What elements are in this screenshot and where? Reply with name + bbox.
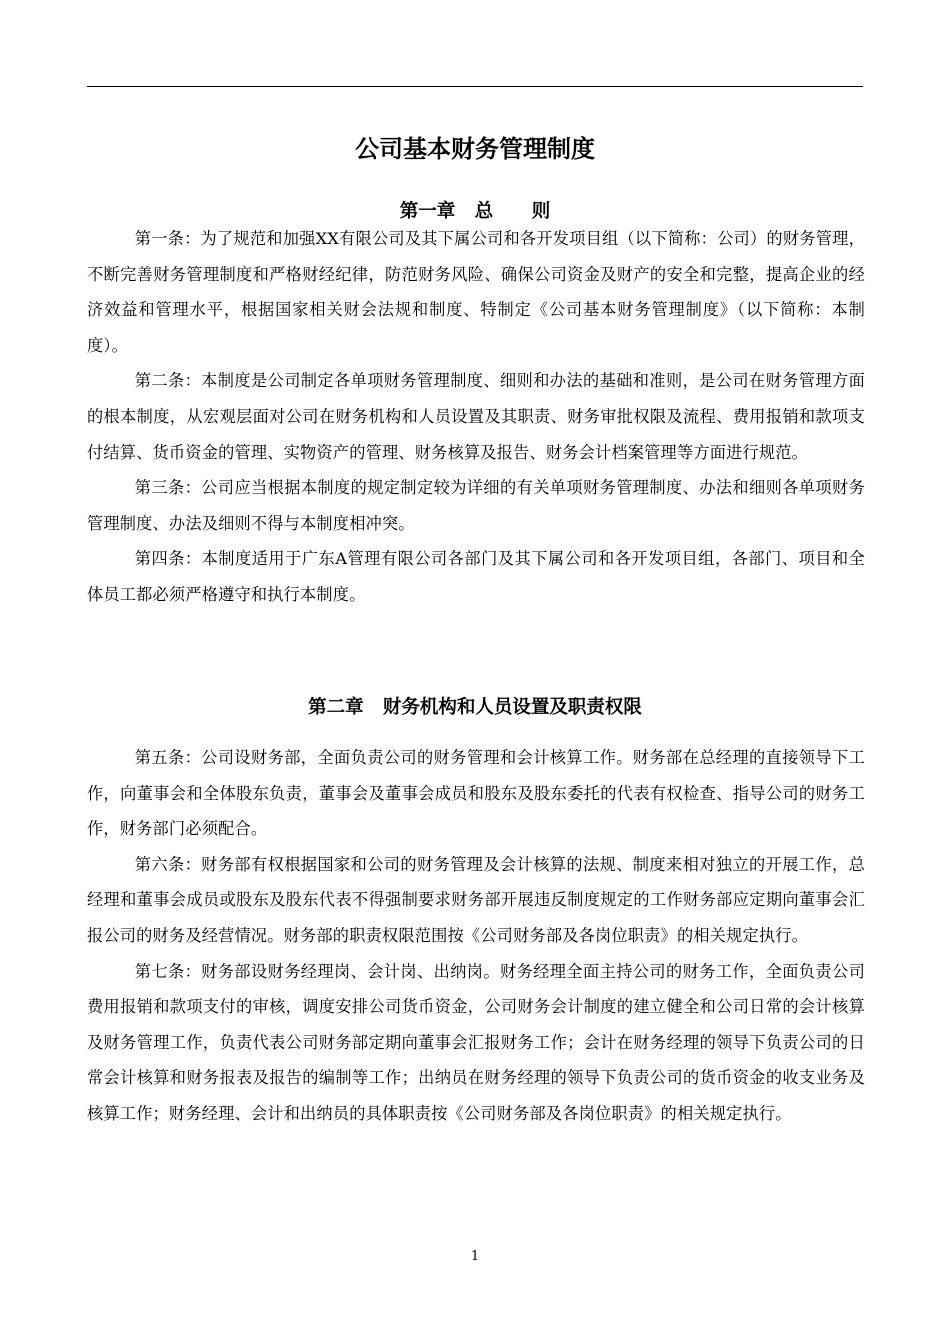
chapter-1-body: [87, 221, 865, 613]
chapter-2-body: [87, 740, 865, 1132]
chapter-2-heading: 第二章 财务机构和人员设置及职责权限: [308, 697, 642, 718]
article-7: 第七条：财务部设财务经理岗、会计岗、出纳岗。财务经理全面主持公司的财务工作，全面负责公司费用报销和款项支付的审核，调度安排公司货币资金，公司财务会计制度的建立健全和公司日常的会计核算及财务管理工作，负责代表公司财务部定期向董事会汇报财务工作；会计在财务经理的领导下负责公司的日常会计核算和财务报表及报告的编制等工作；出纳员在财务经理的领导下负责公司的货币资金的收支业务及核算工作；财务经理、会计和出纳员的具体职责按《公司财务部及各岗位职责》的相关规定执行。: [87, 961, 865, 1123]
header-rule: [87, 86, 863, 87]
document-title: 公司基本财务管理制度: [355, 135, 595, 163]
article-5: 第五条：公司设财务部，全面负责公司的财务管理和会计核算工作。财务部在总经理的直接领导下工作，向董事会和全体股东负责，董事会及董事会成员和股东及股东委托的代表有权检查、指导公司的财务工作，财务部门必须配合。: [87, 748, 865, 839]
chapter-1-heading: 第一章 总 则: [399, 201, 551, 222]
article-6: 第六条：财务部有权根据国家和公司的财务管理及会计核算的法规、制度来相对独立的开展工作，总经理和董事会成员或股东及股东代表不得强制要求财务部开展违反制度规定的工作财务部应定期向董事会汇报公司的财务及经营情况。财务部的职责权限范围按《公司财务部及各岗位职责》的相关规定执行。: [87, 854, 865, 945]
page-number: 1: [470, 1249, 480, 1264]
article-3: 第三条：公司应当根据本制度的规定制定较为详细的有关单项财务管理制度、办法和细则各单项财务管理制度、办法及细则不得与本制度相冲突。: [87, 478, 865, 533]
article-4: 第四条：本制度适用于广东A管理有限公司各部门及其下属公司和各开发项目组，各部门、项目和全体员工都必须严格遵守和执行本制度。: [87, 549, 865, 604]
article-1: 第一条：为了规范和加强XX有限公司及其下属公司和各开发项目组（以下简称：公司）的财务管理，不断完善财务管理制度和严格财经纪律，防范财务风险、确保公司资金及财产的安全和完整，提高企业的经济效益和管理水平，根据国家相关财会法规和制度、特制定《公司基本财务管理制度》（以下简称：本制度）。: [87, 229, 865, 355]
article-2: 第二条：本制度是公司制定各单项财务管理制度、细则和办法的基础和准则，是公司在财务管理方面的根本制度，从宏观层面对公司在财务机构和人员设置及其职责、财务审批权限及流程、费用报销和款项支付结算、货币资金的管理、实物资产的管理、财务核算及报告、财务会计档案管理等方面进行规范。: [87, 371, 865, 462]
